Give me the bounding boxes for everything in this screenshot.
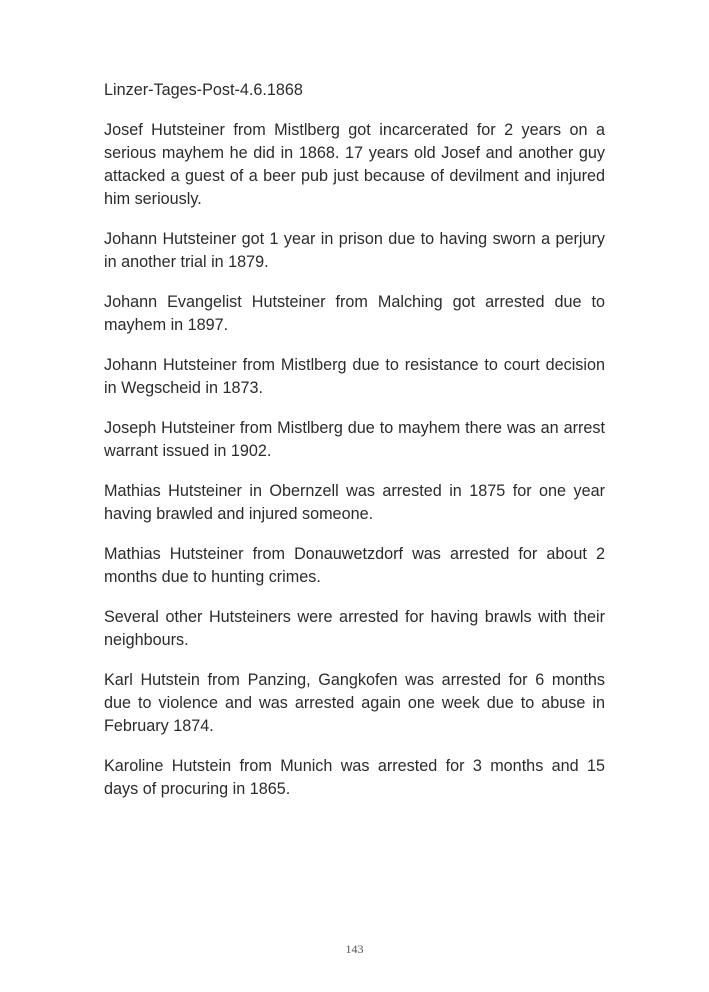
- paragraph: Karl Hutstein from Panzing, Gangkofen was arrested for 6 months due to violence and was arrested again one week due to abuse in February 1874.: [104, 671, 605, 735]
- page-body: [104, 79, 605, 818]
- page-number: 143: [345, 942, 364, 956]
- paragraph: Karoline Hutstein from Munich was arrested for 3 months and 15 days of procuring in 1865.: [104, 757, 605, 798]
- paragraph: Josef Hutsteiner from Mistlberg got incarcerated for 2 years on a serious mayhem he did in 1868. 17 years old Josef and another guy attacked a guest of a beer pub just because of devilment and injured him seriously.: [104, 121, 605, 208]
- paragraph: Several other Hutsteiners were arrested for having brawls with their neighbours.: [104, 608, 605, 649]
- paragraph: Mathias Hutsteiner from Donauwetzdorf was arrested for about 2 months due to hunting crimes.: [104, 545, 605, 586]
- source-citation: Linzer-Tages-Post-4.6.1868: [104, 81, 303, 99]
- paragraph: Joseph Hutsteiner from Mistlberg due to mayhem there was an arrest warrant issued in 1902.: [104, 419, 605, 460]
- paragraph: Johann Evangelist Hutsteiner from Malching got arrested due to mayhem in 1897.: [104, 293, 605, 334]
- paragraph: Mathias Hutsteiner in Obernzell was arrested in 1875 for one year having brawled and injured someone.: [104, 482, 605, 523]
- paragraph: Johann Hutsteiner from Mistlberg due to resistance to court decision in Wegscheid in 1873.: [104, 356, 605, 397]
- paragraph: Johann Hutsteiner got 1 year in prison due to having sworn a perjury in another trial in 1879.: [104, 230, 605, 271]
